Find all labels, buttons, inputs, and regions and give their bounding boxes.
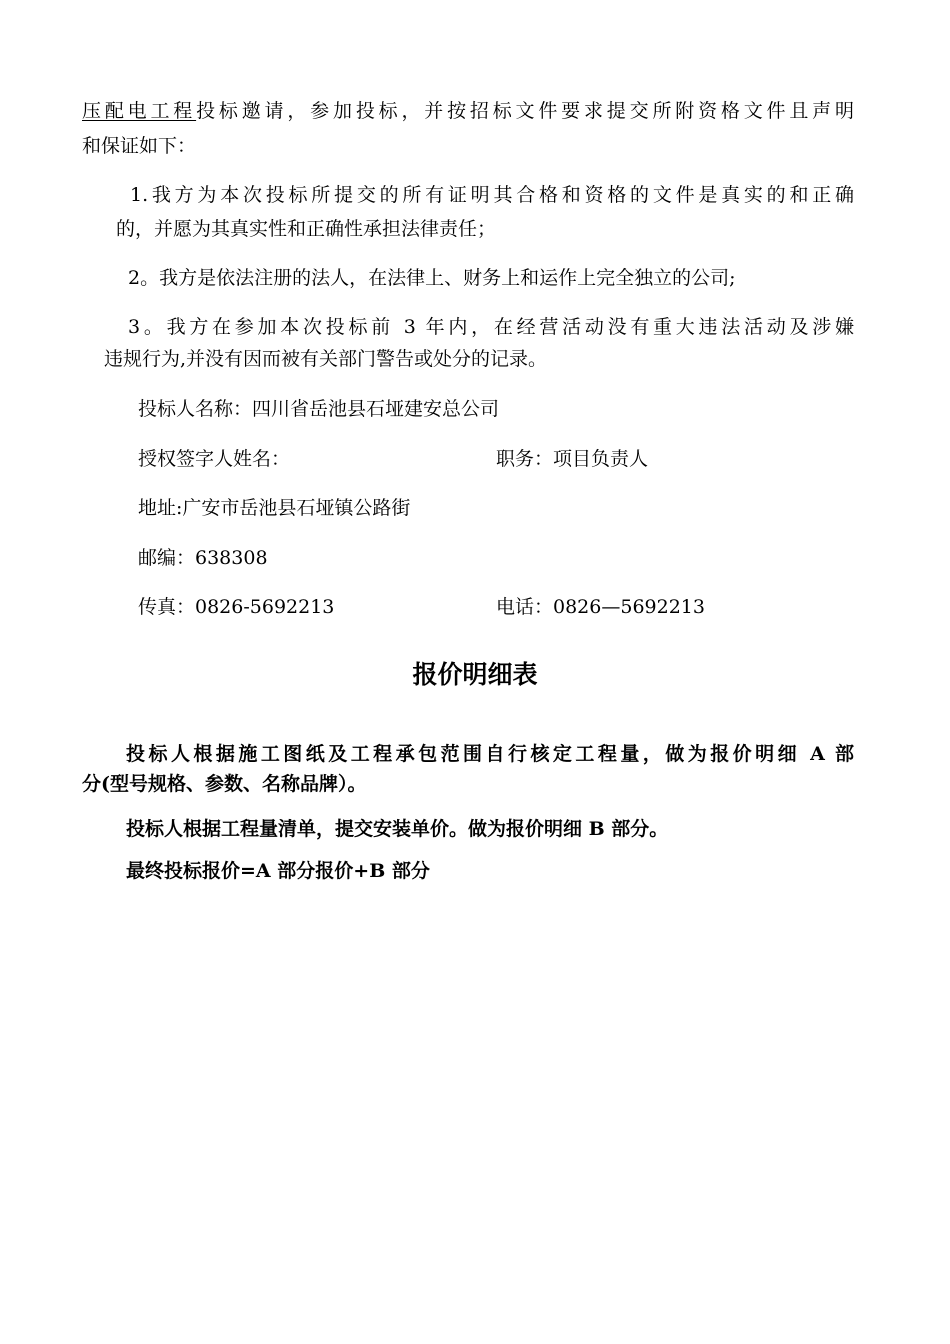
bidder-name: 投标人名称：四川省岳池县石垭建安总公司 [138, 398, 500, 420]
fax-field: 传真：0826-5692213 [138, 596, 335, 618]
address-field: 地址:广安市岳池县石垭镇公路街 [138, 497, 411, 519]
signatory-name-label: 授权签字人姓名： [138, 448, 291, 470]
declaration-item-2: 2。我方是依法注册的法人，在法律上、财务上和运作上完全独立的公司; [128, 267, 736, 289]
declaration-item-3-line-2: 违规行为,并没有因而被有关部门警告或处分的记录。 [104, 348, 548, 370]
quote-para-1-line-2: 分(型号规格、参数、名称品牌）。 [82, 773, 367, 795]
quote-para-2: 投标人根据工程量清单，提交安装单价。做为报价明细 B 部分。 [126, 818, 669, 840]
declaration-item-1-line-2: 的，并愿为其真实性和正确性承担法律责任； [116, 218, 497, 240]
intro-line-2: 和保证如下： [82, 135, 197, 157]
phone-field: 电话：0826—5692213 [496, 596, 705, 618]
intro-text: 投标邀请，参加投标，并按招标文件要求提交所附资格文件且声明 [196, 100, 854, 122]
declaration-item-3-line-1: 3。我方在参加本次投标前 3 年内，在经营活动没有重大违法活动及涉嫌 [128, 316, 854, 338]
section-title: 报价明细表 [412, 660, 538, 689]
position-field: 职务：项目负责人 [496, 448, 649, 470]
quote-para-3: 最终投标报价=A 部分报价+B 部分 [126, 860, 430, 882]
quote-para-1-line-1: 投标人根据施工图纸及工程承包范围自行核定工程量，做为报价明细 A 部 [126, 743, 854, 765]
project-name: 压配电工程 [82, 100, 197, 122]
postcode-field: 邮编：638308 [138, 547, 268, 569]
intro-line-1 [82, 99, 854, 123]
declaration-item-1-line-1: 1.我方为本次投标所提交的所有证明其合格和资格的文件是真实的和正确 [130, 184, 854, 206]
